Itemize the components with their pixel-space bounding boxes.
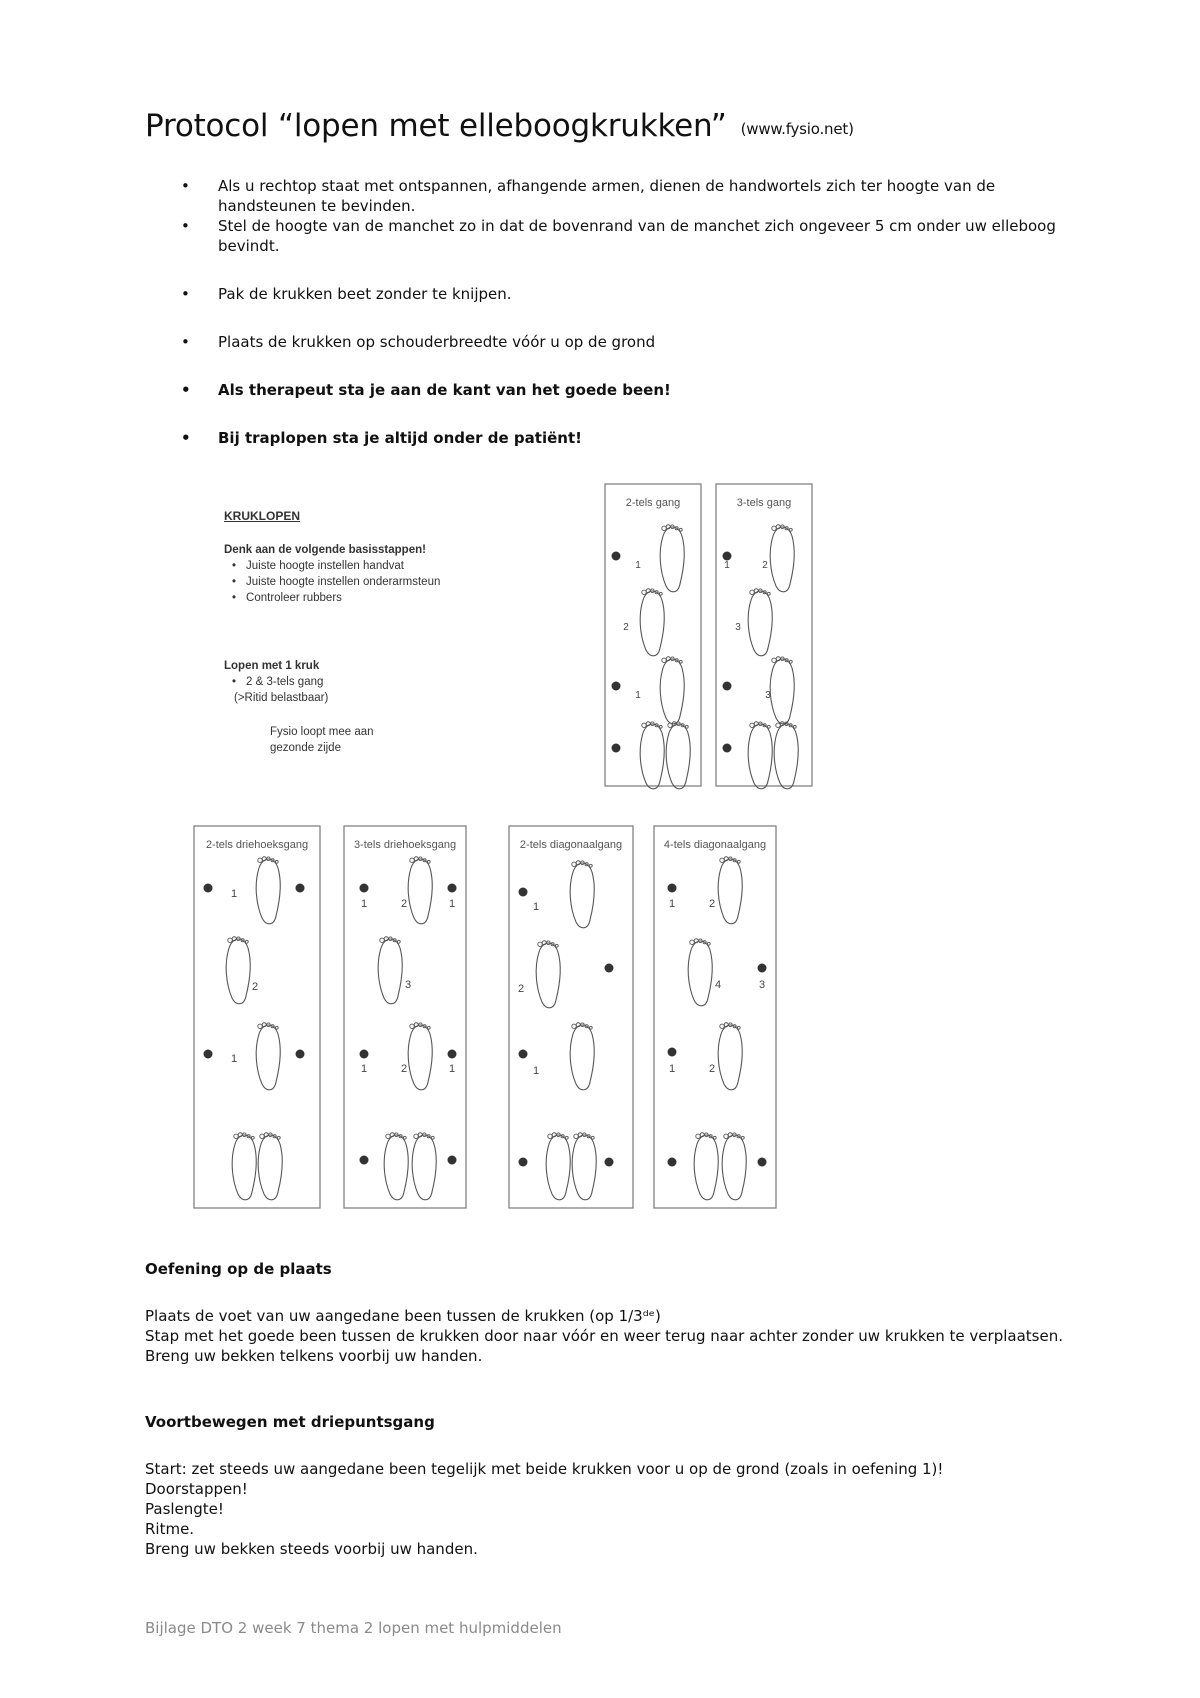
crutch-dot: [360, 884, 369, 893]
footprint-icon: [536, 941, 560, 1008]
footprint-icon: [688, 939, 712, 1006]
section-heading-voortbewegen: Voortbewegen met driepuntsgang: [145, 1413, 435, 1431]
one-crutch-title: Lopen met 1 kruk: [224, 660, 320, 672]
kruklopen-heading: KRUKLOPEN: [224, 509, 301, 523]
footprint-icon: [408, 1023, 432, 1090]
crutch-dot: [360, 1156, 369, 1165]
step-number: 1: [724, 560, 730, 571]
step-number: 1: [230, 1053, 238, 1065]
footprint-icon: [718, 1023, 742, 1090]
step-number: 3: [758, 979, 766, 991]
footprint-icon: [408, 857, 432, 924]
list-item: • Als u rechtop staat met ontspannen, afhangende armen, dienen de handwortels zich ter hoogte van de handsteunen te bevinden.: [145, 176, 1065, 216]
crutch-dot: [612, 682, 621, 691]
diagram-panel: [194, 826, 320, 1208]
crutch-dot: [448, 1050, 457, 1059]
crutch-dot: [758, 964, 767, 973]
step-number: 2: [623, 622, 629, 633]
diagram-panel: [654, 826, 776, 1208]
footprint-icon: [570, 1023, 594, 1090]
paragraph-line: Doorstappen!: [145, 1480, 248, 1498]
step-number: 1: [448, 898, 456, 910]
list-item: • Pak de krukken beet zonder te knijpen.: [145, 284, 1065, 304]
list-item: • Plaats de krukken op schouderbreedte vóór u op de grond: [145, 332, 1065, 352]
footprint-icon: [718, 857, 742, 924]
step-number: 1: [668, 898, 676, 910]
footprint-icon: [570, 861, 594, 928]
load-note: (>Ritid belastbaar): [234, 692, 329, 704]
paragraph-line: Plaats de voet van uw aangedane been tussen de krukken (op 1/3ᵈᵉ): [145, 1307, 661, 1325]
step-number: 1: [532, 1065, 540, 1077]
panel-title: 4-tels diagonaalgang: [663, 839, 767, 851]
footprint-icon: [256, 857, 280, 924]
basics-item: • Controleer rubbers: [224, 590, 524, 606]
footprint-icon: [774, 722, 798, 789]
source-link-text: (www.fysio.net): [740, 120, 854, 138]
step-number: 3: [404, 979, 412, 991]
footprint-icon: [226, 937, 250, 1004]
step-number: 2: [400, 1063, 408, 1075]
crutch-dot: [668, 1048, 677, 1057]
step-number: 1: [635, 690, 641, 701]
crutch-dot: [296, 884, 305, 893]
footprint-icon: [748, 722, 772, 789]
footprint-icon: [748, 589, 772, 656]
crutch-dot: [723, 682, 732, 691]
crutch-dot: [758, 1158, 767, 1167]
panel-title: 3-tels gang: [736, 497, 792, 509]
crutch-dot: [605, 964, 614, 973]
fysio-note: Fysio loopt mee aan: [270, 726, 374, 738]
step-number: 1: [448, 1063, 456, 1075]
panel-title: 2-tels diagonaalgang: [519, 839, 623, 851]
paragraph-line: Stap met het goede been tussen de krukken door naar vóór en weer terug naar achter zonder uw krukken te verplaatsen.: [145, 1327, 1063, 1345]
footprint-icon: [378, 937, 402, 1004]
step-number: 2: [762, 560, 768, 571]
paragraph-line: Breng uw bekken steeds voorbij uw handen.: [145, 1540, 478, 1558]
section-heading-oefening: Oefening op de plaats: [145, 1260, 332, 1278]
footprint-icon: [770, 525, 794, 592]
crutch-dot: [296, 1050, 305, 1059]
step-number: 3: [735, 622, 741, 633]
panel-title: 2-tels driehoeksgang: [205, 839, 309, 851]
crutch-dot: [612, 744, 621, 753]
crutch-dot: [605, 1158, 614, 1167]
crutch-dot: [668, 884, 677, 893]
list-item: • Stel de hoogte van de manchet zo in dat de bovenrand van de manchet zich ongeveer 5 cm onder uw elleboog bevindt.: [145, 216, 1065, 256]
diagram-panel: [344, 826, 466, 1208]
list-item-bold: • Bij traplopen sta je altijd onder de patiënt!: [145, 428, 1065, 448]
footprint-icon: [256, 1023, 280, 1090]
basics-item: • Juiste hoogte instellen onderarmsteun: [224, 574, 524, 590]
paragraph-line: Ritme.: [145, 1520, 195, 1538]
footprint-icon: [384, 1133, 408, 1200]
crutch-dot: [723, 744, 732, 753]
step-number: 1: [230, 888, 238, 900]
footprint-icon: [722, 1133, 746, 1200]
paragraph-line: Start: zet steeds uw aangedane been tegelijk met beide krukken voor u op de grond (zoals in oefening 1)!: [145, 1460, 944, 1478]
paragraph-line: Breng uw bekken telkens voorbij uw handen.: [145, 1347, 483, 1365]
footprint-icon: [694, 1133, 718, 1200]
crutch-dot: [668, 1158, 677, 1167]
basics-title: Denk aan de volgende basisstappen!: [224, 544, 426, 556]
crutch-dot: [519, 888, 528, 897]
footprint-icon: [666, 722, 690, 789]
crutch-dot: [612, 552, 621, 561]
footprint-icon: [572, 1133, 596, 1200]
page-footer: Bijlage DTO 2 week 7 thema 2 lopen met hulpmiddelen: [145, 1619, 562, 1637]
footprint-icon: [232, 1133, 256, 1200]
step-number: 3: [765, 690, 771, 701]
footprint-icon: [660, 657, 684, 724]
step-number: 1: [360, 1063, 368, 1075]
crutch-dot: [448, 1156, 457, 1165]
step-number: 2: [517, 983, 525, 995]
crutch-dot: [204, 1050, 213, 1059]
step-number: 2: [708, 1063, 716, 1075]
paragraph-line: Paslengte!: [145, 1500, 224, 1518]
crutch-dot: [448, 884, 457, 893]
step-number: 2: [708, 898, 716, 910]
crutch-dot: [360, 1050, 369, 1059]
panel-title: 3-tels driehoeksgang: [353, 839, 457, 851]
footprint-icon: [412, 1133, 436, 1200]
footprint-icon: [640, 722, 664, 789]
footprint-icon: [546, 1133, 570, 1200]
crutch-dot: [519, 1050, 528, 1059]
list-item-bold: • Als therapeut sta je aan de kant van het goede been!: [145, 380, 1065, 400]
footprint-icon: [770, 657, 794, 724]
step-number: 4: [714, 979, 722, 991]
step-number: 1: [532, 901, 540, 913]
footprint-icon: [258, 1133, 282, 1200]
footprint-icon: [640, 589, 664, 656]
one-crutch-item: • 2 & 3-tels gang: [224, 674, 524, 690]
section-voortbewegen-body: [145, 1459, 1065, 1559]
step-number: 1: [668, 1063, 676, 1075]
fysio-note: gezonde zijde: [270, 742, 341, 754]
step-number: 2: [400, 898, 408, 910]
footprint-icon: [660, 525, 684, 592]
basics-item: • Juiste hoogte instellen handvat: [224, 558, 524, 574]
section-oefening-body: [145, 1306, 1065, 1366]
step-number: 2: [251, 981, 259, 993]
title-text: Protocol “lopen met elleboogkrukken”: [145, 108, 727, 144]
crutch-dot: [204, 884, 213, 893]
diagram-panel: [605, 484, 701, 786]
crutch-dot: [519, 1158, 528, 1167]
step-number: 1: [635, 560, 641, 571]
panel-title: 2-tels gang: [625, 497, 681, 509]
step-number: 1: [360, 898, 368, 910]
